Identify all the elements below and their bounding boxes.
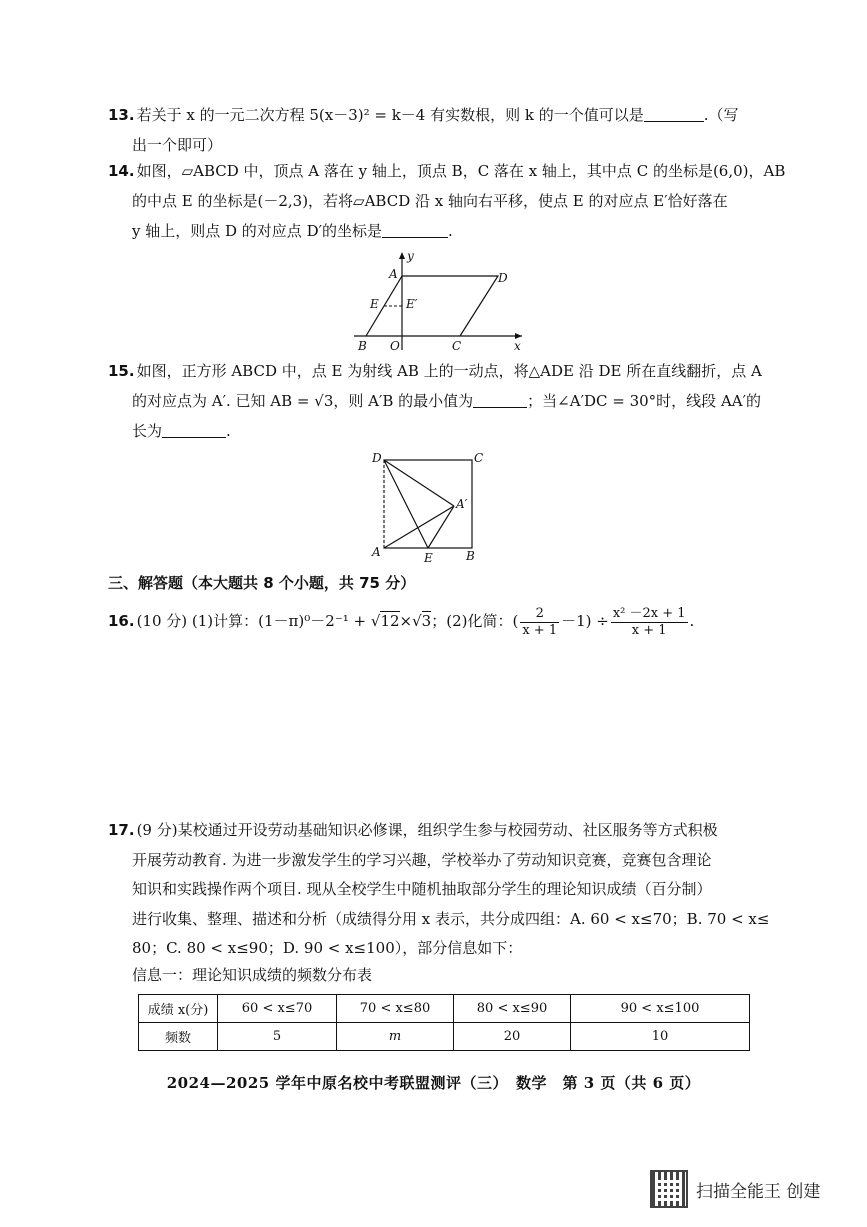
question-number: 14. bbox=[108, 162, 135, 180]
table-cell: 90 < x≤100 bbox=[571, 995, 750, 1023]
question-text: .（写 bbox=[703, 106, 739, 124]
qr-code-icon bbox=[650, 1170, 688, 1208]
table-row bbox=[139, 1023, 750, 1051]
scanner-watermark bbox=[650, 1170, 820, 1208]
question-text: 进行收集、整理、描述和分析（成绩得分用 x 表示，共分成四组：A. 60 < x≤70；B. 70 < x≤ bbox=[132, 909, 770, 928]
label-x: x bbox=[514, 339, 521, 353]
question-text: 知识和实践操作两个项目. 现从全校学生中随机抽取部分学生的理论知识成绩（百分制） bbox=[132, 880, 712, 899]
table-cell: 80 < x≤90 bbox=[454, 995, 571, 1023]
question-number: 13. bbox=[108, 106, 135, 124]
sqrt-3: √3 bbox=[412, 612, 432, 630]
table-cell: 10 bbox=[571, 1023, 750, 1051]
question-text: ；(2)化简：( bbox=[431, 612, 519, 630]
question-13 bbox=[108, 100, 748, 160]
fraction-quadratic-over-x-plus-1: $\frac{\text{x² －2x + 1}}{x + 1}$ bbox=[612, 605, 686, 638]
label-c: C bbox=[474, 451, 484, 465]
answer-blank-2[interactable] bbox=[162, 421, 226, 438]
segment-da-prime bbox=[384, 460, 454, 506]
table-header-row bbox=[139, 995, 750, 1023]
label-origin: O bbox=[390, 339, 400, 353]
label-e: E bbox=[424, 551, 433, 565]
label-e-prime: E′ bbox=[406, 297, 418, 311]
frequency-table bbox=[138, 994, 750, 1051]
table-cell: 频数 bbox=[139, 1023, 218, 1051]
question-text: 如图，正方形 ABCD 中，点 E 为射线 AB 上的一动点，将△ADE 沿 DE 所在直线翻折，点 A bbox=[136, 362, 762, 380]
question-text: 的中点 E 的坐标是(－2,3)，若将▱ABCD 沿 x 轴向右平移，使点 E 的对应点 E′恰好落在 bbox=[132, 192, 728, 210]
answer-blank-1[interactable] bbox=[473, 391, 527, 408]
question-text: 80；C. 80 < x≤90；D. 90 < x≤100），部分信息如下： bbox=[132, 939, 523, 958]
question-text: y 轴上，则点 D 的对应点 D′的坐标是 bbox=[132, 222, 383, 240]
question-17 bbox=[108, 816, 770, 964]
fraction-2-over-x-plus-1: $\frac{2}{x + 1}$ bbox=[522, 605, 558, 638]
question-text: (9 分)某校通过开设劳动基础知识必修课，组织学生参与校园劳动、社区服务等方式积极 bbox=[136, 821, 718, 839]
question-text: . bbox=[226, 422, 231, 440]
answer-blank[interactable] bbox=[644, 105, 704, 122]
label-a: A bbox=[389, 267, 398, 281]
question-number: 17. bbox=[108, 821, 135, 839]
question-text: ；当∠A′DC = 30°时，线段 AA′的 bbox=[527, 392, 762, 410]
label-a-prime: A′ bbox=[456, 497, 468, 511]
question-15 bbox=[108, 356, 762, 446]
label-d: D bbox=[372, 451, 382, 465]
table-cell: 5 bbox=[218, 1023, 337, 1051]
square-figure bbox=[366, 446, 496, 570]
question-text: . bbox=[448, 222, 453, 240]
section-heading: 三、解答题（本大题共 8 个小题，共 75 分） bbox=[108, 574, 416, 592]
segment-ea-prime bbox=[428, 506, 454, 548]
sqrt-12: √12 bbox=[370, 612, 400, 630]
table-cell: 60 < x≤70 bbox=[218, 995, 337, 1023]
question-text: 出一个即可） bbox=[132, 136, 223, 154]
answer-blank[interactable] bbox=[382, 221, 448, 238]
question-16: 16. (10 分) (1)计算：(1－π)⁰－2⁻¹ + √12×√3；(2)化简：( $\frac{2}{x + 1}$ －1) ÷ $\frac{\text{x² －2x + 1}}{x + 1}$ . bbox=[108, 605, 695, 638]
question-number: 16. bbox=[108, 612, 135, 630]
question-text: 的对应点为 A′. 已知 AB = √3，则 A′B 的最小值为 bbox=[132, 392, 474, 410]
label-y: y bbox=[407, 249, 414, 263]
table-cell: 70 < x≤80 bbox=[337, 995, 454, 1023]
label-b: B bbox=[466, 549, 475, 563]
table-cell: 成绩 x(分) bbox=[139, 995, 218, 1023]
question-text: 长为 bbox=[132, 422, 163, 440]
table-cell: 20 bbox=[454, 1023, 571, 1051]
label-a: A bbox=[372, 545, 381, 559]
question-number: 15. bbox=[108, 362, 135, 380]
table-cell: m bbox=[337, 1023, 454, 1051]
parallelogram-figure bbox=[348, 248, 530, 356]
question-text: (10 分) (1)计算：(1－π)⁰－2⁻¹ + bbox=[136, 612, 367, 630]
label-c: C bbox=[452, 339, 462, 353]
label-e: E bbox=[370, 297, 379, 311]
label-b: B bbox=[358, 339, 367, 353]
scanner-text: 扫描全能王 创建 bbox=[696, 1181, 821, 1202]
question-text: 若关于 x 的一元二次方程 5(x－3)² = k－4 有实数根，则 k 的一个值可以是 bbox=[136, 106, 644, 124]
question-text: 开展劳动教育. 为进一步激发学生的学习兴趣，学校举办了劳动知识竞赛，竞赛包含理论 bbox=[132, 850, 712, 869]
y-axis-arrow bbox=[399, 252, 405, 259]
question-text: 如图，▱ABCD 中，顶点 A 落在 y 轴上，顶点 B，C 落在 x 轴上，其中点 C 的坐标是(6,0)，AB bbox=[136, 162, 786, 180]
label-d: D bbox=[498, 271, 508, 285]
segment-aa-prime bbox=[384, 506, 454, 548]
question-14 bbox=[108, 156, 786, 246]
info-title: 信息一：理论知识成绩的频数分布表 bbox=[132, 966, 373, 984]
page-footer: 2024—2025 学年中原名校中考联盟测评（三） 数学 第 3 页（共 6 页） bbox=[166, 1074, 701, 1092]
